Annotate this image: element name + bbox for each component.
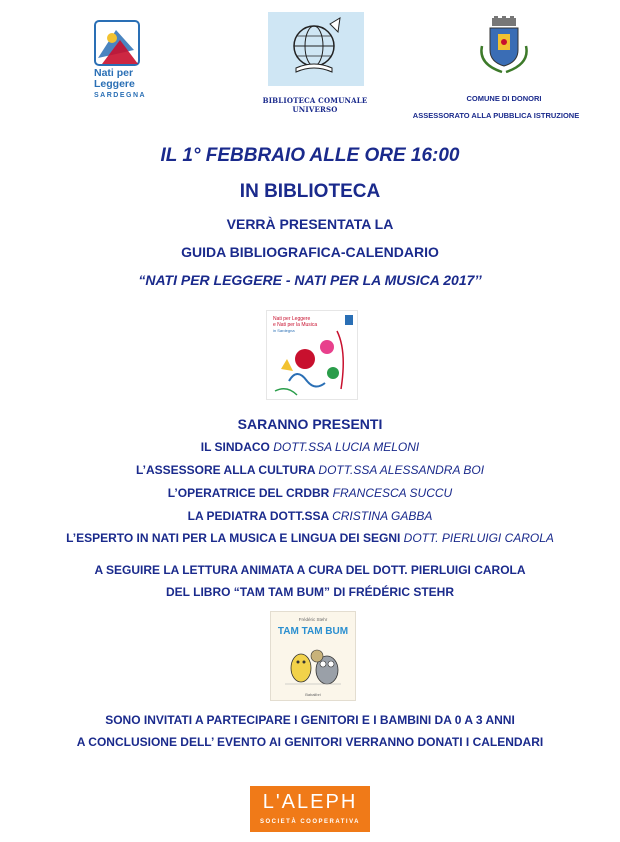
event-date-time: IL 1° FEBBRAIO ALLE ORE 16:00 xyxy=(160,145,460,166)
biblioteca-caption: BIBLIOTECA COMUNALE UNIVERSO xyxy=(262,96,368,114)
npl-line-3: SARDEGNA xyxy=(94,92,147,99)
presenter-role: L’ASSESSORE ALLA CULTURA xyxy=(135,463,319,477)
presenter-role: L’ESPERTO IN NATI PER LA MUSICA E LINGUA DEI SEGNI xyxy=(66,531,404,545)
presenter-row xyxy=(0,440,620,454)
svg-text:Nati per Leggere: Nati per Leggere xyxy=(273,316,311,322)
invitation-line-2: A CONCLUSIONE DELL’ EVENTO AI GENITORI VERRANNO DONATI I CALENDARI xyxy=(76,735,544,749)
aleph-name: L'ALEPH xyxy=(262,791,358,813)
comune-name: COMUNE DI DONORI xyxy=(466,94,542,103)
npl-line-2: Leggere xyxy=(94,78,135,90)
presenter-row xyxy=(0,531,620,545)
book-author: Frédéric Stehr xyxy=(298,617,328,622)
reading-line-1: A SEGUIRE LA LETTURA ANIMATA A CURA DEL DOTT. PIERLUIGI CAROLA xyxy=(94,563,526,577)
assessorato-name: ASSESSORATO ALLA PUBBLICA ISTRUZIONE xyxy=(412,111,580,120)
book-publisher: Babalibri xyxy=(305,692,321,697)
presenter-person: FRANCESCA SUCCU xyxy=(332,486,453,500)
npl-line-1: Nati per xyxy=(94,67,134,79)
event-title: “NATI PER LEGGERE - NATI PER LA MUSICA 2017’’ xyxy=(138,272,482,288)
invitation-line-1: SONO INVITATI A PARTECIPARE I GENITORI E I BAMBINI DA 0 A 3 ANNI xyxy=(105,713,515,727)
presenter-row xyxy=(0,486,620,500)
nati-per-leggere-wordmark xyxy=(94,68,174,101)
aleph-subtitle: SOCIETÀ COOPERATIVA xyxy=(260,819,360,825)
svg-text:in Sardegna: in Sardegna xyxy=(273,328,295,333)
presenter-person: DOTT.SSA ALESSANDRA BOI xyxy=(318,463,485,477)
nati-per-leggere-logo xyxy=(94,20,146,68)
presenter-person: CRISTINA GABBA xyxy=(332,509,433,523)
tam-tam-bum-cover-image xyxy=(270,611,356,701)
reading-line-2: DEL LIBRO “TAM TAM BUM” DI FRÉDÉRIC STEHR xyxy=(166,585,454,599)
globe-book-logo xyxy=(268,12,364,86)
presenter-person: DOTT.SSA LUCIA MELONI xyxy=(273,440,420,454)
presenter-role: IL SINDACO xyxy=(200,440,274,454)
event-guide: GUIDA BIBLIOGRAFICA-CALENDARIO xyxy=(181,244,439,260)
coat-of-arms-icon xyxy=(476,16,532,76)
calendar-cover-image xyxy=(266,310,358,400)
presenter-row xyxy=(0,509,620,523)
event-place: IN BIBLIOTECA xyxy=(239,181,381,202)
presenter-row xyxy=(0,463,620,477)
presenter-role: LA PEDIATRA DOTT.SSA xyxy=(187,509,333,523)
presenters-heading: SARANNO PRESENTI xyxy=(237,416,383,432)
event-presented: VERRÀ PRESENTATA LA xyxy=(226,216,394,232)
svg-text:e Nati per la Musica: e Nati per la Musica xyxy=(273,322,318,328)
book-title: TAM TAM BUM xyxy=(277,626,349,637)
presenter-person: DOTT. PIERLUIGI CAROLA xyxy=(403,531,554,545)
presenter-role: L’OPERATRICE DEL CRDBR xyxy=(167,486,333,500)
